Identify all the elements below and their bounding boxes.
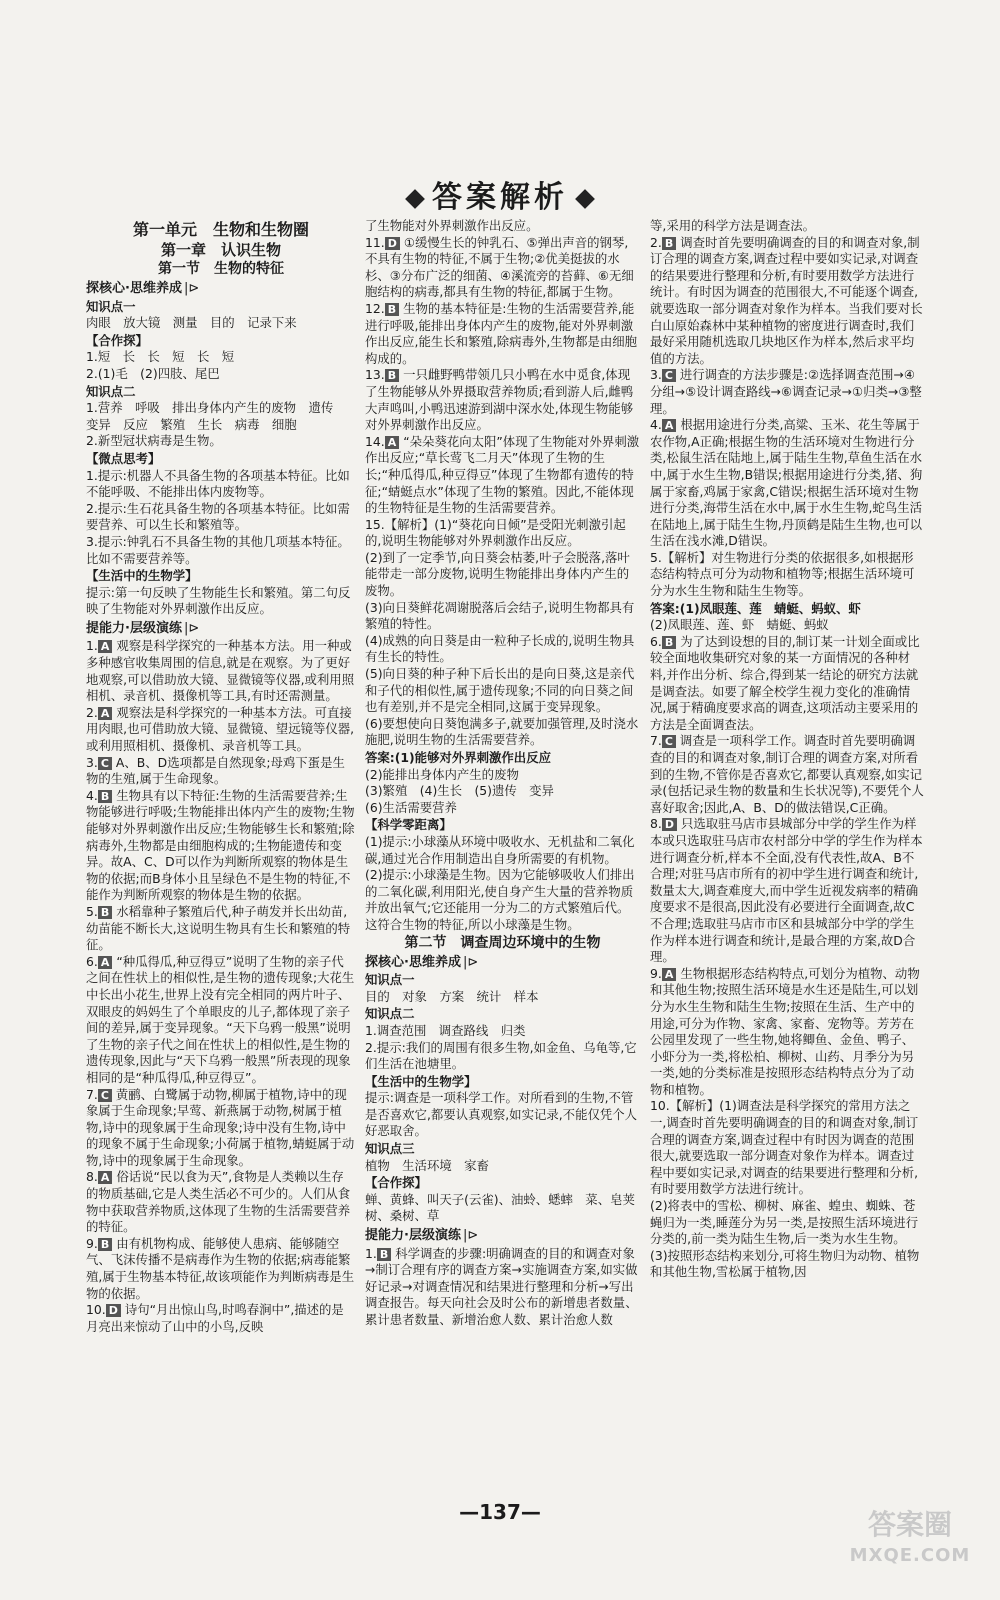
explanation-text: 观察法是科学探究的一种基本方法。可直接用肉眼,也可借助放大镜、显微镜、望远镜等仪器,或利用照相机、摄像机、录音机等工具。 <box>86 704 355 754</box>
subheading: 【科学零距离】 <box>365 817 452 833</box>
answer-item <box>86 1087 356 1170</box>
part-heading: 提能力·层级演练 |⊳ <box>365 1228 640 1245</box>
question-number: 8. <box>650 816 662 832</box>
answer-item <box>650 733 924 816</box>
column-2 <box>365 218 640 1558</box>
answer-item <box>650 966 924 1099</box>
answer-item <box>650 417 924 550</box>
answer-item <box>86 755 356 788</box>
explanation-text: 观察是科学探究的一种基本方法。用一种或多种感官收集周围的信息,就是在观察。为了更好地观察,可以借助放大镜、显微镜等仪器,或利用照相机、录音机、摄像机等工具,有时还需测量。 <box>86 638 355 704</box>
question-number: 3. <box>86 754 98 770</box>
text-line: 肉眼 放大镜 测量 目的 记录下来 <box>86 315 297 331</box>
answer-badge: A <box>662 968 677 981</box>
answer-badge: B <box>662 237 676 250</box>
knowledge-point-label: 知识点一 <box>86 298 136 314</box>
answer-item <box>365 434 640 517</box>
text-line: 1.调查范围 调查路线 归类 <box>365 1022 526 1038</box>
question-number: 8. <box>86 1169 98 1185</box>
answer-badge: A <box>98 1171 113 1184</box>
text-line: 等,采用的科学方法是调查法。 <box>650 218 816 233</box>
question-number: 6. <box>86 953 98 969</box>
answer-badge: B <box>385 303 399 316</box>
explanation-text: 由有机物构成、能够使人患病、能够随空气、飞沫传播不是病毒作为生物的依据;病毒能繁殖,属于生物基本特征,故该项能作为判断病毒是生物的依据。 <box>86 1235 355 1301</box>
answer-item <box>86 1169 356 1235</box>
answer-badge: C <box>662 369 676 382</box>
text-line: 提示:调查是一项科学工作。对所看到的生物,不管是否喜欢它,都要认真观察,如实记录,不能仅凭个人好恶取舍。 <box>365 1090 638 1139</box>
explanation-text: 生物具有以下特征:生物的生活需要营养;生物能够进行呼吸;生物能排出体内产生的废物;生物能够对外界刺激作出反应;生物能够生长和繁殖;除病毒外,生物都是由细胞构成的;生物能遗传和变异。故A、C、D可以作为判断所观察的物体是生物的依据;而B身体小且呈绿色不是生物的特征,不能作为判断所观察的物体是生物的依据。 <box>86 787 355 903</box>
question-number: 1. <box>86 638 98 654</box>
answer-item <box>86 954 356 1087</box>
answer-item <box>86 1236 356 1302</box>
answer-badge: D <box>662 818 677 831</box>
answer-item <box>365 367 640 433</box>
text-line: (2)凤眼莲、莲、虾 蜻蜓、蚂蚁 <box>650 617 829 633</box>
text-line: (6)生活需要营养 <box>365 799 457 815</box>
question-number: 11. <box>365 234 385 250</box>
page-number: —137— <box>459 1500 541 1524</box>
watermark-logo: 答案圈 <box>867 1508 952 1541</box>
answer-item <box>365 235 640 301</box>
explanation-text: 诗句“月出惊山鸟,时鸣春涧中”,描述的是月亮出来惊动了山中的小鸟,反映 <box>86 1302 344 1334</box>
knowledge-point-label: 知识点三 <box>365 1141 415 1157</box>
text-line: 植物 生活环境 家畜 <box>365 1157 489 1173</box>
column-1 <box>86 218 356 1558</box>
explanation-text: 调查时首先要明确调查的目的和调查对象,制订合理的调查方案,调查过程中要如实记录,对调查的结果要进行整理和分析,有时要用数学方法进行统计。有时因为调查的范围很大,不可能逐个调查,就要选取一部分调查对象作为样本。当我们要对长白山原始森林中某种植物的密度进行调查时,我们最好采用随机选取几块地区作为样本,然后求平均值的方法。 <box>650 234 923 366</box>
question-number: 3. <box>650 367 662 383</box>
explanation-text: 为了达到设想的目的,制订某一计划全面或比较全面地收集研究对象的某一方面情况的各种材料,并作出分析、综合,得到某一结论的研究方法就是调查法。如要了解全校学生视力变化的准确情况,属于精确度要求高的调查,这项活动主要采用的方法是全面调查法。 <box>650 633 920 732</box>
text-line: 了生物能对外界刺激作出反应。 <box>365 218 539 233</box>
answer-badge: D <box>385 237 400 250</box>
text-line: 目的 对象 方案 统计 样本 <box>365 988 539 1004</box>
answer-item <box>86 788 356 904</box>
chapter-heading: 第一章 认识生物 <box>160 241 281 259</box>
answer-badge: A <box>662 419 677 432</box>
answer-badge: A <box>98 956 113 969</box>
explanation-text: 调查是一项科学工作。调查时首先要明确调查的目的和调查对象,制订合理的调查方案,对所看到的生物,不管你是否喜欢它,都要认真观察,如实记录(包括记录生物的数量和生长状况等),不要凭个人喜好取舍;因此,A、B、D的做法错误,C正确。 <box>650 733 924 815</box>
answer-badge: D <box>106 1304 121 1317</box>
text-line: (6)要想使向日葵饱满多子,就要加强管理,及时浇水施肥,说明生物的生活需要营养。 <box>365 715 639 748</box>
section-heading: 第二节 调查周边环境中的生物 <box>404 934 601 951</box>
text-line: 1.营养 呼吸 排出身体内产生的废物 遗传 变异 反应 繁殖 生长 病毒 细胞 <box>86 400 346 432</box>
text-line: 2.提示:生石花具备生物的各项基本特征。比如需要营养、可以生长和繁殖等。 <box>86 500 350 533</box>
explanation-text: 进行调查的方法步骤是:②选择调查范围→④分组→⑤设计调查路线→⑥调查记录→①归类→③整理。 <box>650 367 922 416</box>
subheading: 答案:(1)能够对外界刺激作出反应 <box>365 750 551 765</box>
title-text: 答案解析 <box>432 180 568 215</box>
answer-item <box>650 235 924 368</box>
answer-badge: C <box>98 757 112 770</box>
text-line: (2)提示:小球藻是生物。因为它能够吸收人们排出的二氧化碳,利用阳光,使自身产生大量的营养物质并放出氧气;它还能用一分为二的方式繁殖后代。这符合生物的特征,所以小球藻是生物。 <box>365 867 635 932</box>
watermark-url: MXQE.COM <box>849 1545 971 1566</box>
question-number: 7. <box>86 1086 98 1102</box>
explanation-text: 俗话说“民以食为天”,食物是人类赖以生存的物质基础,它是人类生活必不可少的。人们从食物中获取营养物质,这体现了生物的生活需要营养的特征。 <box>86 1169 351 1235</box>
question-number: 13. <box>365 367 385 383</box>
text-line: 10.【解析】(1)调查法是科学探究的常用方法之一,调查时首先要明确调查的目的和调查对象,制订合理的调查方案,调查过程中有时因为调查的范围很大,就要选取一部分调查对象作为样本。调查过程中要如实记录,对调查的结果要进行整理和分析,有时要用数学方法进行统计。 <box>650 1098 919 1197</box>
text-line: 5.【解析】对生物进行分类的依据很多,如根据形态结构特点可分为动物和植物等;根据生活环境可分为水生生物和陆生生物等。 <box>650 549 915 599</box>
explanation-text: 生物的基本特征是:生物的生活需要营养,能进行呼吸,能排出身体内产生的废物,能对外界刺激作出反应,能生长和繁殖,除病毒外,生物都是由细胞构成的。 <box>365 300 638 366</box>
text-line: (4)成熟的向日葵是由一粒种子长成的,说明生物具有生长的特性。 <box>365 632 635 665</box>
explanation-text: ①缓慢生长的钟乳石、⑤弹出声音的钢琴,不具有生物的特征,不属于生物;②优美挺拔的水杉、③分布广泛的细菌、④溪流旁的苔藓、⑥无细胞结构的病毒,都具有生物的特征,都属于生物。 <box>365 234 634 300</box>
knowledge-point-label: 知识点一 <box>365 972 415 988</box>
text-line: 15.【解析】(1)“葵花向日倾”是受阳光刺激引起的,说明生物能够对外界刺激作出反应。 <box>365 516 626 549</box>
answer-item <box>650 634 924 734</box>
explanation-text: 水稻靠种子繁殖后代,种子萌发并长出幼苗,幼苗能不断长大,这说明生物具有生长和繁殖的特征。 <box>86 903 351 953</box>
subheading: 【微点思考】 <box>86 450 161 466</box>
knowledge-point-label: 知识点二 <box>365 1006 415 1022</box>
answer-badge: B <box>662 636 676 649</box>
answer-badge: C <box>98 1089 112 1102</box>
text-line: (2)能排出身体内产生的废物 <box>365 766 519 782</box>
question-number: 9. <box>650 965 662 981</box>
question-number: 7. <box>650 733 662 749</box>
text-line: (5)向日葵的种子种下后长出的是向日葵,这是亲代和子代的相似性,属于遗传现象;不同的向日葵之间也有差别,并不是完全相同,这属于变异现象。 <box>365 666 635 715</box>
answer-item <box>365 1246 640 1329</box>
knowledge-point-label: 知识点二 <box>86 383 136 399</box>
text-line: 2.新型冠状病毒是生物。 <box>86 433 222 449</box>
question-number: 10. <box>86 1302 106 1318</box>
text-line: (3)繁殖 (4)生长 (5)遗传 变异 <box>365 783 554 799</box>
answer-item <box>86 705 356 755</box>
text-line: (1)提示:小球藻从环境中吸收水、无机盐和二氧化碳,通过光合作用制造出自身所需要的有机物。 <box>365 833 635 866</box>
explanation-text: 科学调查的步骤:明确调查的目的和调查对象→制订合理有序的调查方案→实施调查方案,如实做好记录→对调查情况和结果进行整理和分析→写出调查报告。每天向社会及时公布的新增患者数量、累计患者数量、新增治愈人数、累计治愈人数 <box>365 1245 638 1327</box>
watermark <box>835 1505 985 1585</box>
question-number: 4. <box>650 417 662 433</box>
answer-badge: A <box>385 436 400 449</box>
explanation-text: 只选取驻马店市县城部分中学的学生作为样本或只选取驻马店市农村部分中学的学生作为样本进行调查分析,样本不全面,没有代表性,故A、B不合理;对驻马店市所有的初中学生进行调查和统计,数量太大,调查难度大,而中学生近视发病率的精确度要求不是很高,因此没有必要进行全面调查,故C不合理;选取驻马店市市区和县城部分中学的学生作为样本进行调查和统计,是最合理的方案,故D合理。 <box>650 816 923 965</box>
answer-badge: B <box>377 1248 391 1261</box>
text-line: 1.提示:机器人不具备生物的各项基本特征。比如不能呼吸、不能排出体内废物等。 <box>86 467 350 500</box>
question-number: 4. <box>86 787 98 803</box>
explanation-text: “种瓜得瓜,种豆得豆”说明了生物的亲子代之间在性状上的相似性,是生物的遗传现象;大花生中长出小花生,世界上没有完全相同的两片叶子、双眼皮的妈妈生了个单眼皮的儿子,都体现了亲子间的差异,属于变异现象。“天下乌鸦一般黑”说明了生物的亲子代之间在性状上的相似性,是生物的遗传现象,因此与“天下乌鸦一般黑”所表现的现象相同的是“种瓜得瓜,种豆得豆”。 <box>86 953 355 1085</box>
subheading: 【生活中的生物学】 <box>365 1073 477 1089</box>
answer-item <box>650 367 924 417</box>
answer-badge: A <box>98 640 113 653</box>
text-line: 提示:第一句反映了生物能生长和繁殖。第二句反映了生物能对外界刺激作出反应。 <box>86 584 351 617</box>
answer-badge: A <box>98 707 113 720</box>
section-heading: 第一节 生物的特征 <box>158 261 284 277</box>
page-title <box>0 172 1000 216</box>
explanation-text: 黄鹂、白鹭属于动物,柳属于植物,诗中的现象属于生命现象;早莺、新燕属于动物,树属于植物,诗中的现象属于生命现象;诗中没有生物,诗中的现象不属于生命现象;小荷属于植物,蜻蜓属于动物,诗中的现象属于生命现象。 <box>86 1086 355 1168</box>
explanation-text: 一只雌野鸭带领几只小鸭在水中觅食,体现了生物能够从外界摄取营养物质;看到游人后,雌鸭大声鸣叫,小鸭迅速游到湖中深水处,体现生物能够对外界刺激作出反应。 <box>365 367 634 433</box>
answer-badge: B <box>98 790 112 803</box>
answer-badge: B <box>385 369 399 382</box>
question-number: 2. <box>650 234 662 250</box>
text-line: 2.(1)毛 (2)四肢、尾巴 <box>86 365 220 381</box>
text-line: (2)到了一定季节,向日葵会枯萎,叶子会脱落,落叶能带走一部分废物,说明生物能排出身体内产生的废物。 <box>365 549 630 599</box>
question-number: 12. <box>365 300 385 316</box>
diamond-icon <box>575 189 595 209</box>
part-heading: 提能力·层级演练 |⊳ <box>86 621 356 638</box>
subheading: 【合作探】 <box>365 1175 427 1191</box>
explanation-text: 生物根据形态结构特点,可划分为植物、动物和其他生物;按照生活环境是水生还是陆生,可以划分为水生生物和陆生生物;按照在生活、生产中的用途,可分为作物、家禽、家畜、宠物等。芳芳在公园里发现了一些生物,她将鲫鱼、金鱼、鸭子、小虾分为一类,将松柏、柳树、山药、月季分为另一类,她的分类标准是按照形态结构特点分为了动物和植物。 <box>650 965 920 1097</box>
question-number: 6. <box>650 633 662 649</box>
answer-item <box>86 638 356 704</box>
text-line: 2.提示:我们的周围有很多生物,如金鱼、乌龟等,它们生活在池塘里。 <box>365 1039 637 1072</box>
question-number: 14. <box>365 433 385 449</box>
text-line: (3)向日葵鲜花凋谢脱落后会结子,说明生物都具有繁殖的特性。 <box>365 599 635 632</box>
text-line: 3.提示:钟乳石不具备生物的其他几项基本特征。比如不需要营养等。 <box>86 533 350 566</box>
unit-heading: 第一单元 生物和生物圈 <box>132 220 309 239</box>
part-heading: 探核心·思维养成 |⊳ <box>86 281 356 298</box>
explanation-text: 根据用途进行分类,高粱、玉米、花生等属于农作物,A正确;根据生物的生活环境对生物进行分类,松鼠生活在陆地上,属于陆生生物,草鱼生活在水中,属于水生生物,B错误;根据用途进行分类,猪、狗属于家畜,鸡属于家禽,C错误;根据生活环境对生物进行分类,海带生活在水中,属于水生生物,蛇鸟生活在陆地上,属于陆生生物,丹顶鹤是陆生生物,也可以生活在浅水滩,D错误。 <box>650 417 923 549</box>
answer-badge: B <box>98 906 112 919</box>
part-heading: 探核心·思维养成 |⊳ <box>365 955 640 972</box>
column-3 <box>650 218 924 1558</box>
question-number: 2. <box>86 704 98 720</box>
diamond-icon <box>405 189 425 209</box>
text-line: 蝉、黄蜂、叫天子(云雀)、油蛉、蟋蟀 菜、皂荚树、桑树、草 <box>365 1191 635 1224</box>
text-line: (3)按照形态结构来划分,可将生物归为动物、植物和其他生物,雪松属于植物,因 <box>650 1247 920 1280</box>
subheading: 答案:(1)凤眼莲、莲 蜻蜓、蚂蚁、虾 <box>650 600 861 616</box>
answer-item <box>86 1302 356 1335</box>
explanation-text: “朵朵葵花向太阳”体现了生物能对外界刺激作出反应;“草长莺飞二月天”体现了生物的生长;“种瓜得瓜,种豆得豆”体现了生物都有遗传的特征;“蜻蜓点水”体现了生物的繁殖。因此,不能体现的生物特征是生物的生活需要营养。 <box>365 433 640 516</box>
question-number: 5. <box>86 903 98 919</box>
subheading: 【生活中的生物学】 <box>86 568 198 584</box>
text-line: (2)将表中的雪松、柳树、麻雀、蝗虫、蜘蛛、苍蝇归为一类,睡莲分为另一类,是按照生活环境进行分类的,前一类为陆生生物,后一类为水生生物。 <box>650 1198 919 1247</box>
question-number: 1. <box>365 1245 377 1261</box>
text-line: 1.短 长 长 短 长 短 <box>86 349 235 365</box>
answer-badge: B <box>98 1238 112 1251</box>
explanation-text: A、B、D选项都是自然现象;母鸡下蛋是生物的生殖,属于生命现象。 <box>86 754 345 787</box>
answer-item <box>650 816 924 965</box>
subheading: 【合作探】 <box>86 332 148 348</box>
answer-item <box>365 301 640 367</box>
question-number: 9. <box>86 1235 98 1251</box>
answer-badge: C <box>662 735 676 748</box>
answer-item <box>86 904 356 954</box>
